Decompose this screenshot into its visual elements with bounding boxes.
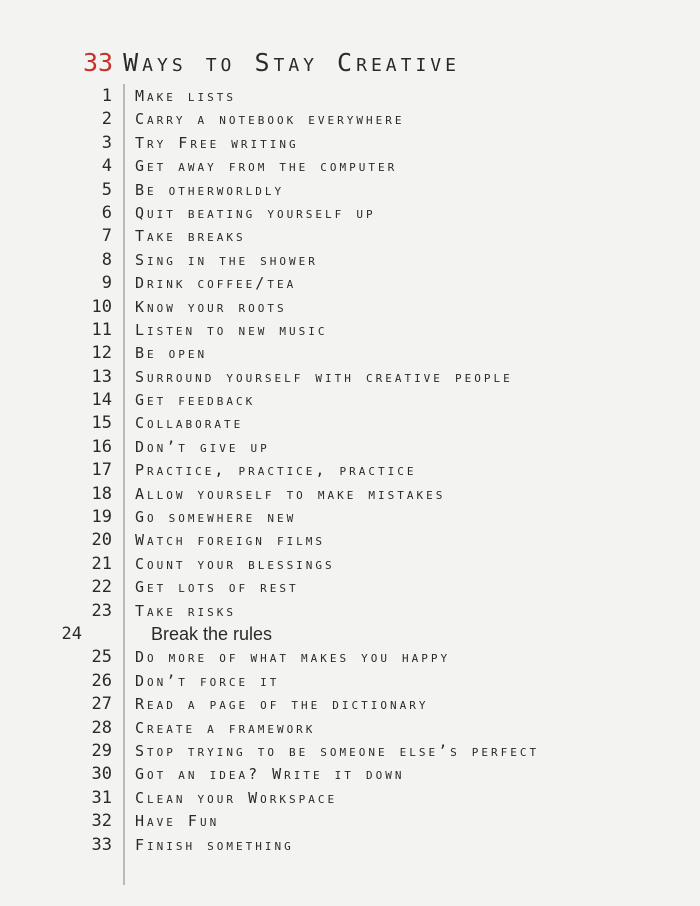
list-item: [0, 85, 700, 108]
item-text: Allow yourself to make mistakes: [135, 484, 446, 503]
item-number: 7: [101, 226, 112, 247]
list-item: [0, 834, 700, 857]
item-number: 27: [91, 694, 112, 715]
item-text: Try Free writing: [135, 133, 299, 152]
list-item: [0, 693, 700, 716]
item-number: 4: [101, 156, 112, 177]
list-item: [0, 412, 700, 435]
item-text: Count your blessings: [135, 554, 335, 573]
item-text: Got an idea? Write it down: [135, 765, 405, 784]
list-item: [0, 483, 700, 506]
item-text: Get lots of rest: [135, 578, 299, 597]
page-title: [83, 47, 460, 79]
item-text: Do more of what makes you happy: [135, 648, 451, 667]
item-text: Take risks: [135, 601, 237, 620]
item-number: 10: [91, 296, 112, 317]
item-text: Take breaks: [135, 227, 246, 246]
list-item: [0, 366, 700, 389]
item-number: 13: [91, 366, 112, 387]
item-number: 23: [91, 600, 112, 621]
list-item: [0, 319, 700, 342]
list-item: [0, 108, 700, 131]
item-text: Be open: [135, 344, 208, 363]
list-item: [0, 553, 700, 576]
item-number: 24: [61, 623, 82, 644]
item-text: Surround yourself with creative people: [135, 367, 513, 386]
item-text: Get feedback: [135, 391, 256, 410]
item-number: 9: [101, 273, 112, 294]
list-item: [0, 646, 700, 669]
item-number: 1: [101, 86, 112, 106]
item-number: 5: [101, 179, 112, 200]
list-item: [0, 459, 700, 482]
list-item: [0, 342, 700, 365]
list-item: [0, 179, 700, 202]
item-text: Carry a notebook everywhere: [135, 110, 405, 129]
creative-ways-list: [0, 85, 700, 857]
list-item: [0, 249, 700, 272]
item-number: 28: [91, 717, 112, 738]
item-number: 29: [91, 740, 112, 761]
item-text: Collaborate: [135, 414, 244, 433]
item-number: 25: [91, 647, 112, 668]
item-text: Be otherworldly: [135, 180, 285, 199]
item-text: Sing in the shower: [135, 250, 318, 269]
list-item: [0, 717, 700, 740]
item-number: 26: [91, 670, 112, 691]
item-text: Don’t force it: [135, 671, 280, 690]
item-text: Have Fun: [135, 812, 220, 831]
item-text: Drink coffee/tea: [135, 274, 297, 293]
list-item: [0, 763, 700, 786]
item-number: 20: [91, 530, 112, 551]
item-text: Don’t give up: [135, 437, 270, 456]
item-text: Go somewhere new: [135, 508, 297, 527]
item-text: Create a framework: [135, 718, 316, 737]
item-text: Break the rules: [151, 623, 273, 644]
item-text: Get away from the computer: [135, 157, 398, 176]
item-number: 30: [91, 764, 112, 785]
item-number: 12: [91, 343, 112, 364]
item-number: 6: [101, 202, 112, 223]
list-item: [0, 436, 700, 459]
list-item: [0, 600, 700, 623]
item-number: 16: [91, 436, 112, 457]
item-number: 15: [91, 413, 112, 434]
item-text: Stop trying to be someone else’s perfect: [135, 741, 540, 760]
item-number: 21: [91, 553, 112, 574]
list-item: [0, 132, 700, 155]
list-item: [0, 670, 700, 693]
item-number: 2: [101, 109, 112, 130]
list-item: [0, 576, 700, 599]
item-text: Make lists: [135, 87, 237, 105]
title-number: 33: [83, 48, 114, 77]
list-item: [0, 296, 700, 319]
item-number: 8: [101, 249, 112, 270]
list-item: [0, 810, 700, 833]
item-number: 11: [91, 319, 112, 340]
item-text: Listen to new music: [135, 320, 328, 339]
item-number: 19: [91, 507, 112, 528]
item-text: Practice, practice, practice: [135, 461, 417, 480]
item-number: 31: [91, 787, 112, 808]
list-item: [0, 623, 700, 646]
list-item: [0, 272, 700, 295]
item-text: Clean your Workspace: [135, 788, 338, 807]
item-number: 32: [91, 811, 112, 832]
item-number: 14: [91, 390, 112, 411]
item-text: Know your roots: [135, 297, 287, 316]
list-item: [0, 740, 700, 763]
item-text: Watch foreign films: [135, 531, 326, 550]
item-text: Quit beating yourself up: [135, 203, 376, 222]
item-text: Finish something: [135, 835, 294, 854]
list-item: [0, 506, 700, 529]
title-text: Ways to Stay Creative: [123, 48, 460, 77]
list-item: [0, 202, 700, 225]
list-item: [0, 787, 700, 810]
item-number: 17: [91, 460, 112, 481]
item-text: Read a page of the dictionary: [135, 695, 429, 714]
list-item: [0, 389, 700, 412]
list-item: [0, 225, 700, 248]
item-number: 18: [91, 483, 112, 504]
item-number: 33: [91, 834, 112, 855]
list-item: [0, 155, 700, 178]
list-item: [0, 529, 700, 552]
item-number: 22: [91, 577, 112, 598]
item-number: 3: [101, 132, 112, 153]
